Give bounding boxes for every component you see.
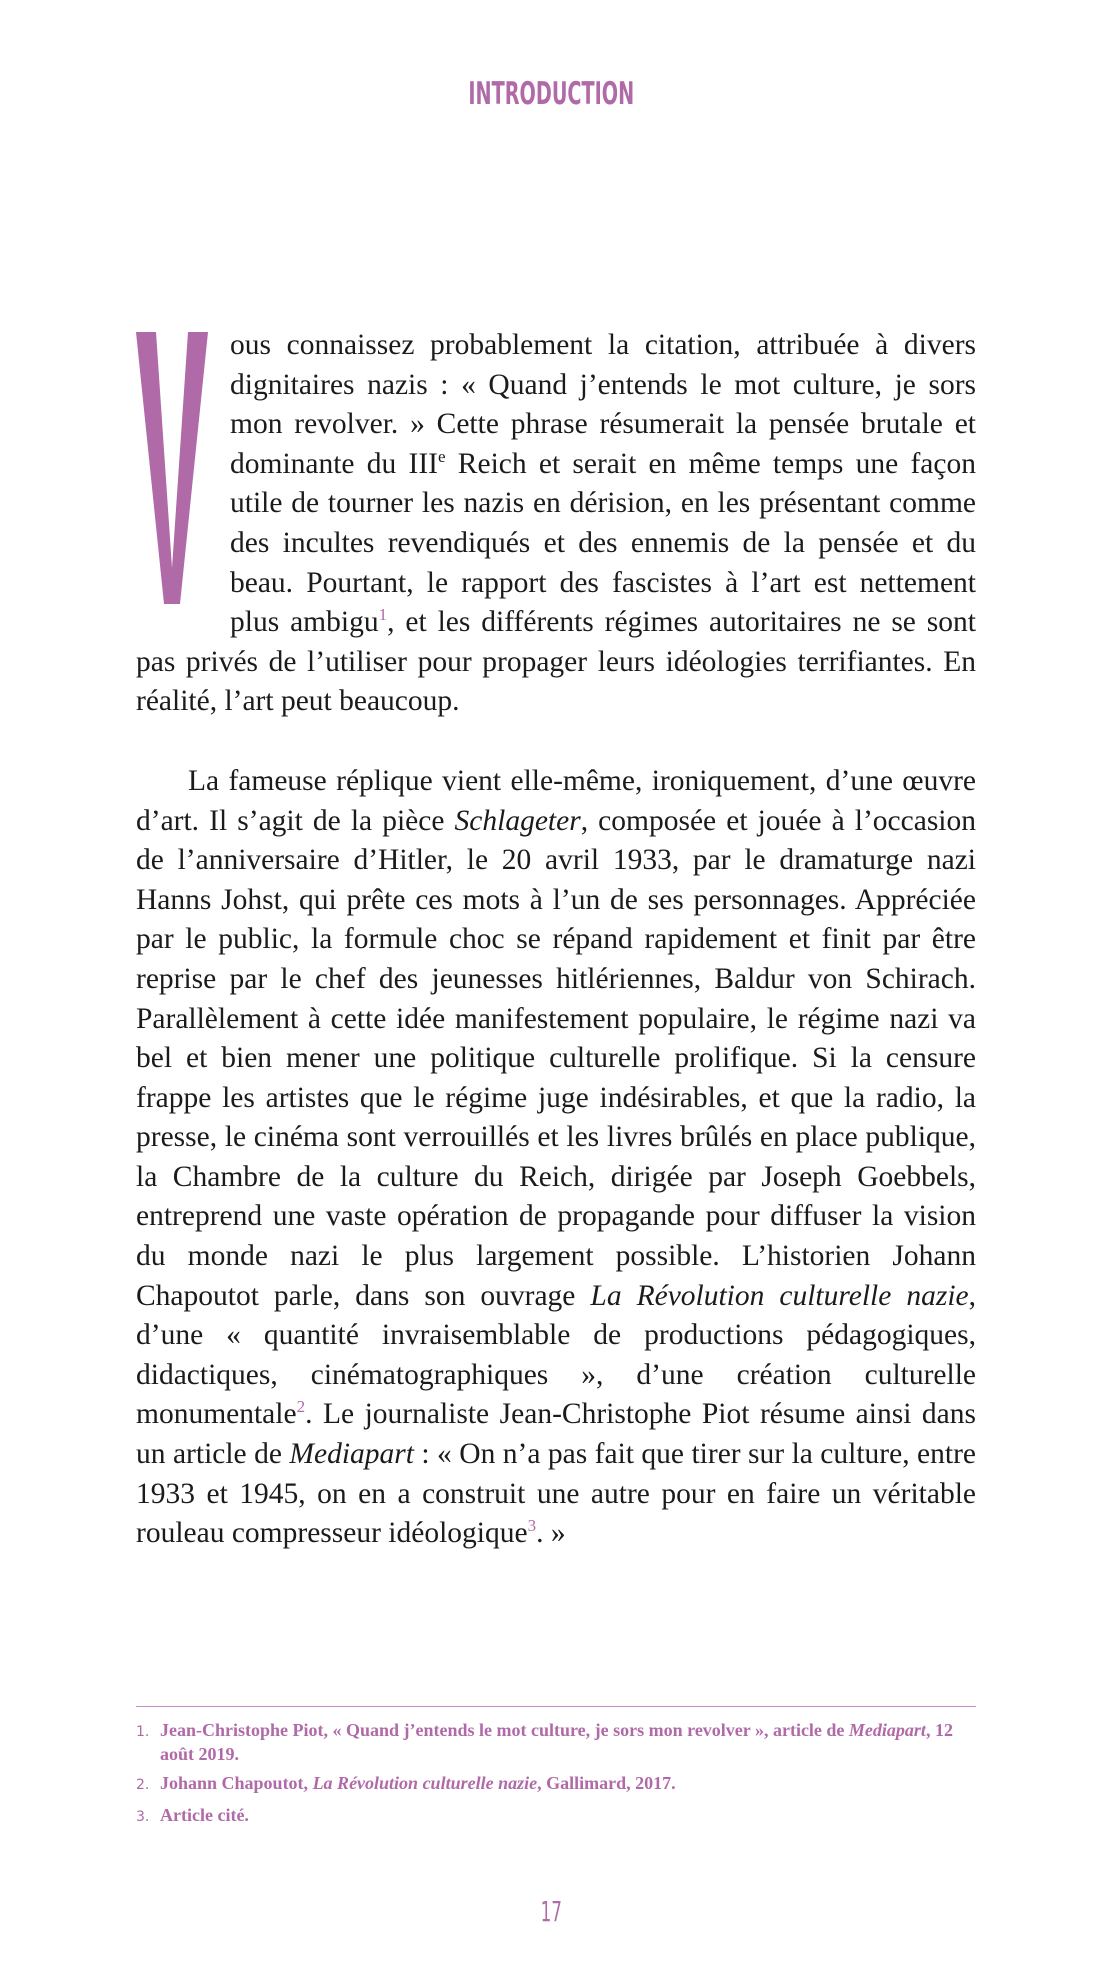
footnote-3 xyxy=(136,1804,976,1830)
footnote-italic: La Révolution culturelle nazie xyxy=(312,1773,538,1793)
footnote-number: 2. xyxy=(136,1777,150,1793)
footnotes xyxy=(136,1719,976,1835)
footnote-1 xyxy=(136,1719,976,1766)
main-text xyxy=(136,326,976,1554)
footnote-number: 1. xyxy=(136,1724,150,1740)
paragraph-2 xyxy=(136,762,976,1554)
title-mediapart: Mediapart xyxy=(289,1438,414,1471)
paragraph-1 xyxy=(136,326,976,722)
footnote-number: 3. xyxy=(136,1808,150,1825)
dropcap-letter xyxy=(136,332,208,604)
footnote-text-a: Article cité. xyxy=(160,1804,249,1825)
paragraph-2-text-d: . Le journaliste Jean-Christophe Piot résume ainsi dans un article de xyxy=(136,1398,976,1471)
paragraph-2-text-b: , composée et jouée à l’occasion de l’anniversaire d’Hitler, le 20 avril 1933, par le dramaturge nazi Hanns Johst, qui prête ces mots à l’un de ses personnages. Appréciée par le public, la formule choc se répand rapidement et finit par être reprise par le chef des jeunesses hitlériennes, Baldur von Schirach. Parallèlement à cette idée manifestement populaire, le régime nazi va bel et bien mener une politique culturelle prolifique. Si la censure frappe les artistes que le régime juge indésirables, et que la radio, la presse, le cinéma sont verrouillés et les livres brûlés en place publique, la Chambre de la culture du Reich, dirigée par Joseph Goebbels, entreprend une vaste opération de propagande pour diffuser la vision du monde nazi le plus largement possible. L’historien Johann Chapoutot parle, dans son ouvrage xyxy=(136,804,976,1312)
footnote-divider xyxy=(136,1706,976,1707)
footnote-text xyxy=(160,1804,976,1830)
footnote-ref-3[interactable]: 3 xyxy=(527,1516,537,1536)
paragraph-1-text: Reich et serait en même temps une façon utile de tourner les nazis en dérision, en les présentant comme des incultes revendiqués et des ennemis de la pensée et du beau. Pourtant, le rapport des fascistes à l’art est nettement plus ambigu xyxy=(230,447,976,639)
paragraph-1-end: , et les différents régimes autoritaires ne se sont pas privés de l’utiliser pour propager leurs idéologies terrifiantes. En réalité, l’art peut beaucoup. xyxy=(136,606,976,718)
footnote-text-b: , 12 août 2019. xyxy=(160,1720,953,1764)
footnote-text xyxy=(160,1772,976,1798)
page-number: 17 xyxy=(540,1895,562,1928)
paragraph-2-text-a: La fameuse réplique vient elle-même, ironiquement, d’une œuvre d’art. Il s’agit de la pièce xyxy=(136,764,976,837)
running-head: INTRODUCTION xyxy=(468,76,635,112)
paragraph-2-text-c: , d’une « quantité invraisemblable de productions pédagogiques, didactiques, cinématographiques », d’une création culturelle monumentale xyxy=(136,1279,977,1431)
paragraph-2-text-e: : « On n’a pas fait que tirer sur la culture, entre 1933 et 1945, on en a construit une autre pour en faire un véritable rouleau compresseur idéologique xyxy=(136,1438,976,1550)
footnote-italic: Mediapart xyxy=(848,1720,926,1740)
title-schlageter: Schlageter xyxy=(454,804,581,837)
paragraph-2-text-f: . » xyxy=(536,1517,566,1550)
footnote-ref-1[interactable]: 1 xyxy=(378,605,388,625)
footnote-2 xyxy=(136,1772,976,1798)
footnote-ref-2[interactable]: 2 xyxy=(296,1397,306,1417)
reich-superscript: e xyxy=(438,446,446,466)
footnote-text xyxy=(160,1719,976,1766)
footnote-text-a: Johann Chapoutot, xyxy=(160,1773,313,1793)
paragraph-1-lead: ous connaissez probablement la citation, attribuée à divers dignitaires nazis : « Quand j’entends le mot culture, je sors mon revolver. » Cette phrase résumerait la pensée brutale et dominante du III xyxy=(230,329,976,480)
footnote-text-a: Jean-Christophe Piot, « Quand j’entends le mot culture, je sors mon revolver », article de xyxy=(160,1720,849,1740)
title-revolution-culturelle: La Révolution culturelle nazie xyxy=(590,1279,969,1312)
footnote-text-b: , Gallimard, 2017. xyxy=(537,1773,676,1793)
